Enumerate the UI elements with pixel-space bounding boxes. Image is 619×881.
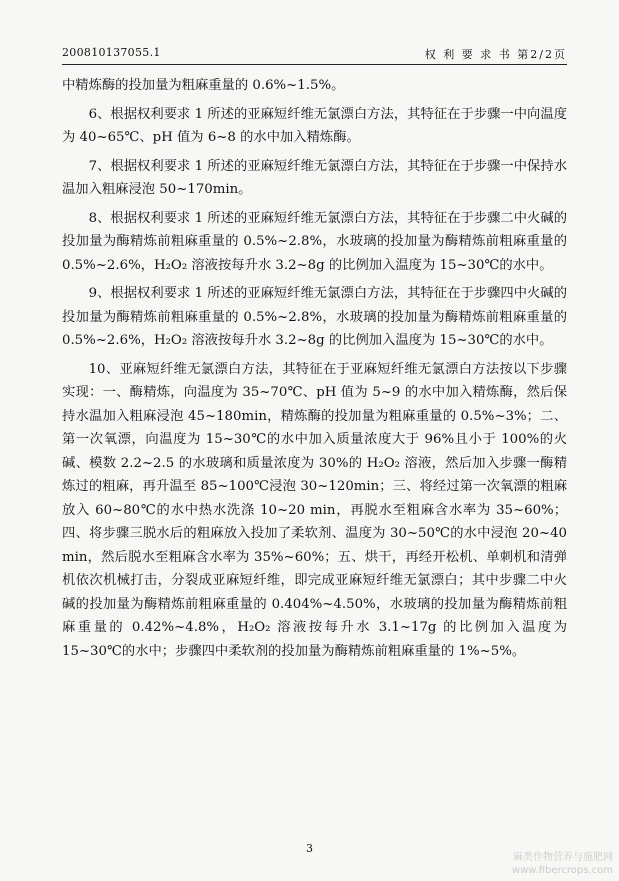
header-rule bbox=[62, 64, 567, 65]
page-info: 第2/2页 bbox=[517, 48, 567, 61]
watermark bbox=[512, 851, 613, 877]
section-title: 权 利 要 求 书 bbox=[424, 48, 512, 61]
watermark-site-name: 麻类作物营养与施肥网 bbox=[513, 852, 613, 863]
claim-10: 10、亚麻短纤维无氯漂白方法，其特征在于亚麻短纤维无氯漂白方法按以下步骤实现：一、酶精炼，向温度为 35~70℃、pH 值为 5~9 的水中加入精炼酶，然后保持水温加入粗麻浸泡 45~180min，精炼酶的投加量为粗麻重量的 0.5%~3%；二、第一次氧漂，向温度为 15~30℃的水中加入质量浓度大于 96%且小于 100%的火碱、模数 2.2~2.5 的水玻璃和质量浓度为 30%的 H₂O₂ 溶液，然后加入步骤一酶精炼过的粗麻，再升温至 85~100℃浸泡 30~120min；三、将经过第一次氧漂的粗麻放入 60~80℃的水中热水洗涤 10~20 min，再脱水至粗麻含水率为 35~60%；四、将步骤三脱水后的粗麻放入投加了柔软剂、温度为 30~50℃的水中浸泡 20~40 min，然后脱水至粗麻含水率为 35%~60%；五、烘干，再经开松机、单刺机和清弹机依次机械打击，分裂成亚麻短纤维，即完成亚麻短纤维无氯漂白；其中步骤二中火碱的投加量为酶精炼前粗麻重量的 0.404%~4.50%，水玻璃的投加量为酶精炼前粗麻重量的 0.42%~4.8%，H₂O₂ 溶液按每升水 3.1~17g 的比例加入温度为 15~30℃的水中；步骤四中柔软剂的投加量为酶精炼前粗麻重量的 1%~5%。 bbox=[62, 361, 567, 659]
document-number: 200810137055.1 bbox=[62, 46, 161, 59]
header-section-info bbox=[425, 46, 567, 62]
page-number: 3 bbox=[306, 842, 313, 855]
page-header bbox=[62, 46, 567, 64]
claim-8: 8、根据权利要求 1 所述的亚麻短纤维无氯漂白方法，其特征在于步骤二中火碱的投加量为酶精炼前粗麻重量的 0.5%~2.8%，水玻璃的投加量为酶精炼前粗麻重量的 0.5%~2.6%，H₂O₂ 溶液按每升水 3.2~8g 的比例加入温度为 15~30℃的水中。 bbox=[62, 210, 567, 273]
claims-body bbox=[62, 74, 567, 668]
claim-continuation: 中精炼酶的投加量为粗麻重量的 0.6%~1.5%。 bbox=[62, 78, 345, 93]
claim-9: 9、根据权利要求 1 所述的亚麻短纤维无氯漂白方法，其特征在于步骤四中火碱的投加量为酶精炼前粗麻重量的 0.5%~2.8%，水玻璃的投加量为酶精炼前粗麻重量的 0.5%~2.6%，H₂O₂ 溶液按每升水 3.2~8g 的比例加入温度为 15~30℃的水中。 bbox=[62, 286, 567, 348]
claim-6: 6、根据权利要求 1 所述的亚麻短纤维无氯漂白方法，其特征在于步骤一中向温度为 40~65℃、pH 值为 6~8 的水中加入精炼酶。 bbox=[62, 106, 567, 145]
watermark-url: www.fibercrops.com bbox=[511, 865, 613, 876]
claim-7: 7、根据权利要求 1 所述的亚麻短纤维无氯漂白方法，其特征在于步骤一中保持水温加入粗麻浸泡 50~170min。 bbox=[62, 158, 567, 197]
